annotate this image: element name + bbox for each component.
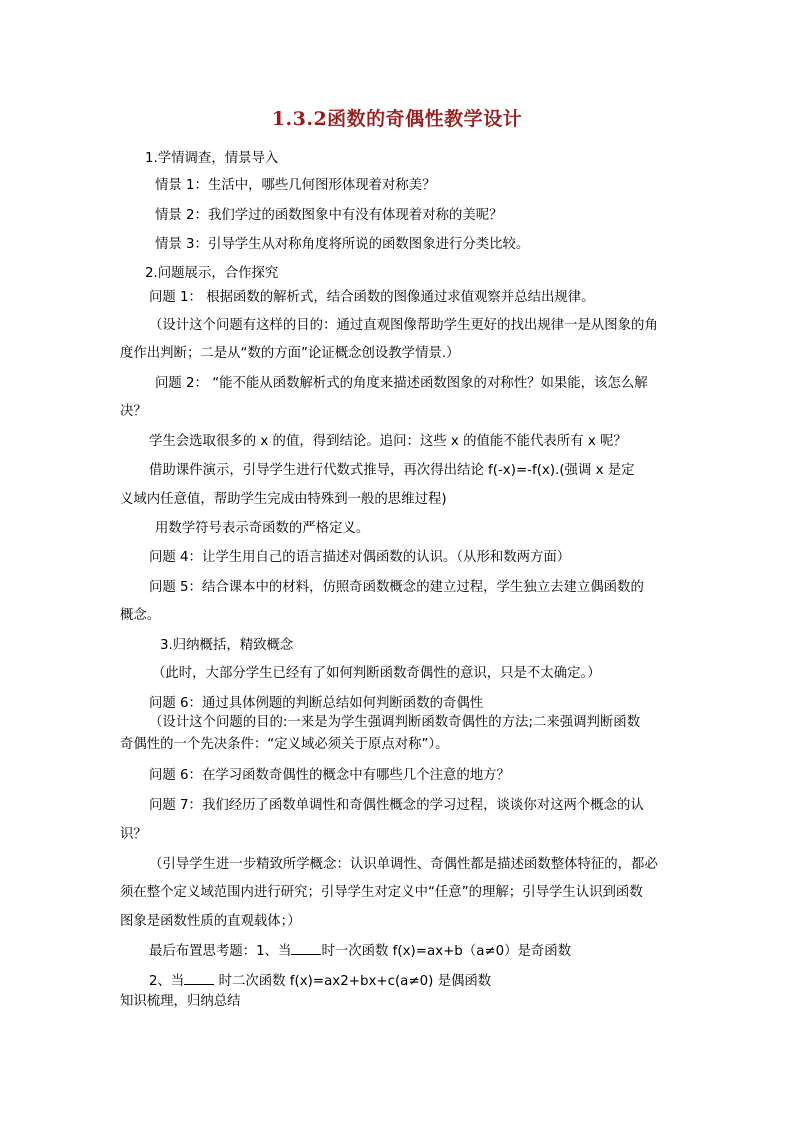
paragraph-line: 问题 7：我们经历了函数单调性和奇偶性概念的学习过程，谈谈你对这两个概念的认: [149, 798, 644, 813]
paragraph-line: 情景 2：我们学过的函数图象中有没有体现着对称的美呢？: [155, 208, 503, 223]
paragraph-line: 决？: [120, 404, 147, 419]
paragraph-line: 情景 3：引导学生从对称角度将所说的函数图象进行分类比较。: [155, 237, 530, 252]
paragraph-line: 度作出判断；二是从“数的方面”论证概念创设教学情景.）: [120, 346, 460, 361]
paragraph-line: （引导学生进一步精致所学概念：认识单调性、奇偶性都是描述函数整体特征的，都必: [149, 857, 658, 872]
question-1-suffix: 时一次函数 f(x)=ax+b（a≠0）是奇函数: [321, 944, 572, 959]
homework-question-1: [149, 942, 571, 962]
paragraph-line: （设计这个问题有这样的目的：通过直观图像帮助学生更好的找出规律一是从图象的角: [149, 318, 658, 333]
paragraph-line: （设计这个问题的目的:一来是为学生强调判断函数奇偶性的方法;二来强调判断函数: [149, 715, 641, 730]
document-title: 1.3.2函数的奇偶性教学设计: [271, 108, 523, 130]
fill-in-blank: [184, 972, 214, 985]
paragraph-line: 义域内任意值，帮助学生完成由特殊到一般的思维过程): [120, 492, 447, 507]
paragraph-line: 问题 1： 根据函数的解析式，结合函数的图像通过求值观察并总结出规律。: [149, 290, 595, 305]
paragraph-line: 借助课件演示，引导学生进行代数式推导，再次得出结论 f(-x)=-f(x).(强调 x 是定: [149, 463, 635, 478]
paragraph-line: 学生会选取很多的 x 的值，得到结论。追问：这些 x 的值能不能代表所有 x 呢？: [149, 434, 627, 449]
paragraph-line: 问题 4：让学生用自己的语言描述对偶函数的认识。（从形和数两方面）: [149, 550, 571, 565]
question-2-suffix: 时二次函数 f(x)=ax2+bx+c(a≠0) 是偶函数: [214, 974, 492, 989]
fill-in-blank: [291, 942, 321, 955]
paragraph-line: 概念。: [120, 608, 161, 623]
paragraph-line: 问题 6：在学习函数奇偶性的概念中有哪些几个注意的地方？: [149, 768, 510, 783]
paragraph-line: 问题 6：通过具体例题的判断总结如何判断函数的奇偶性: [149, 696, 484, 711]
paragraph-line: 识？: [120, 827, 147, 842]
paragraph-line: （此时，大部分学生已经有了如何判断函数奇偶性的意识，只是不太确定。）: [152, 666, 601, 681]
closing-line: 知识梳理，归纳总结: [120, 994, 241, 1009]
section-heading-3: 3.归纳概括，精致概念: [160, 638, 294, 653]
paragraph-line: 问题 2： “能不能从函数解析式的角度来描述函数图象的对称性？如果能，该怎么解: [155, 376, 648, 391]
section-heading-1: 1.学情调查，情景导入: [145, 151, 279, 166]
paragraph-line: 问题 5：结合课本中的材料，仿照奇函数概念的建立过程，学生独立去建立偶函数的: [149, 580, 644, 595]
section-heading-2: 2.问题展示，合作探究: [145, 266, 279, 281]
homework-question-2: [149, 972, 491, 992]
paragraph-line: 用数学符号表示奇函数的严格定义。: [155, 521, 370, 536]
question-1-prefix: 最后布置思考题：1、当: [149, 944, 292, 959]
paragraph-line: 奇偶性的一个先决条件：“定义域必须关于原点对称”）。: [120, 737, 449, 752]
paragraph-line: 图象是函数性质的直观载体；）: [120, 914, 301, 929]
paragraph-line: 须在整个定义域范围内进行研究；引导学生对定义中“任意”的理解；引导学生认识到函数: [120, 885, 643, 900]
question-2-prefix: 2、当: [149, 974, 185, 989]
paragraph-line: 情景 1：生活中，哪些几何图形体现着对称美？: [155, 178, 436, 193]
